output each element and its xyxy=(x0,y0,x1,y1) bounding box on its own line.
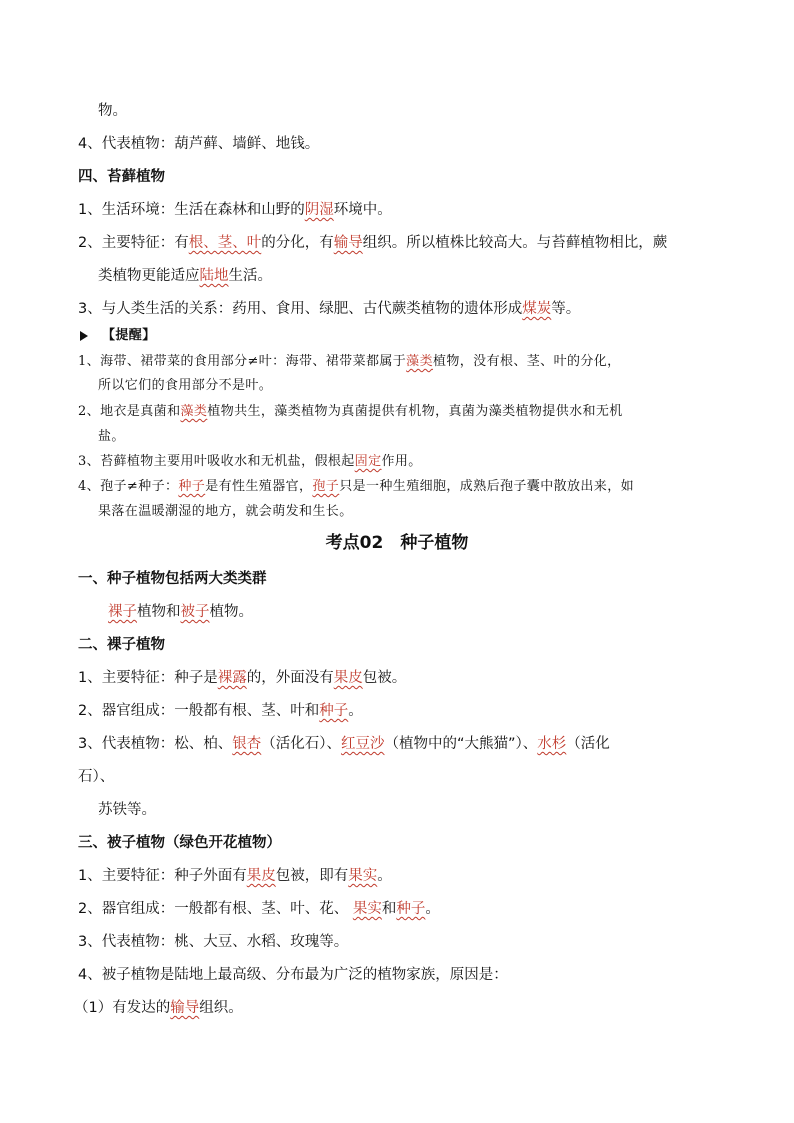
text: 2、主要特征：有 xyxy=(78,235,189,251)
answer-text: 输导 xyxy=(170,1000,200,1016)
answer-text: 固定 xyxy=(354,454,382,469)
answer-text: 果实 xyxy=(352,901,382,917)
text-line xyxy=(108,602,253,622)
text: 作用。 xyxy=(381,454,422,469)
text: 等。 xyxy=(551,301,581,317)
text: 4、代表植物：葫芦藓、墙鲜、地钱。 xyxy=(78,136,320,152)
text-line xyxy=(78,134,319,154)
text-line xyxy=(74,998,243,1018)
text: 3、代表植物：松、柏、 xyxy=(78,736,233,752)
answer-text: 种子 xyxy=(396,901,426,917)
text-line xyxy=(78,866,392,886)
answer-text: 根、茎、叶 xyxy=(188,235,262,251)
tip-line xyxy=(98,502,353,522)
answer-text: 裸露 xyxy=(217,670,247,686)
text: 石）、 xyxy=(78,769,115,785)
text: 植物共生，藻类植物为真菌提供有机物，真菌为藻类植物提供水和无机 xyxy=(207,404,623,419)
text: 组织。 xyxy=(199,1000,243,1016)
text: 3、代表植物：桃、大豆、水稻、玫瑰等。 xyxy=(78,934,349,950)
text: 物。 xyxy=(98,103,127,119)
answer-text: 裸子 xyxy=(108,604,137,620)
text: 所以它们的食用部分不是叶。 xyxy=(98,378,273,393)
tip-line xyxy=(78,402,623,422)
text: 的，外面没有 xyxy=(246,670,334,686)
text: 1、主要特征：种子是 xyxy=(78,670,218,686)
text-line xyxy=(78,767,114,787)
text: （活化 xyxy=(566,736,610,752)
answer-text: 输导 xyxy=(333,235,363,251)
answer-text: 种子 xyxy=(319,703,349,719)
text: 4、孢子≠种子： xyxy=(78,479,179,494)
text-line xyxy=(98,266,272,286)
text-line xyxy=(78,233,667,253)
answer-text: 煤炭 xyxy=(522,301,552,317)
text: 1、生活环境：生活在森林和山野的 xyxy=(78,202,305,218)
text: 。 xyxy=(348,703,363,719)
tip-line xyxy=(98,376,272,396)
tip-heading xyxy=(80,326,156,346)
text: 1、海带、裙带菜的食用部分≠叶：海带、裙带菜都属于 xyxy=(78,354,407,369)
tip-line xyxy=(78,352,621,372)
text: 3、苔藓植物主要用叶吸收水和无机盐，假根起 xyxy=(78,454,355,469)
section-heading xyxy=(78,167,165,187)
tip-title: 【提醒】 xyxy=(102,328,156,343)
text: 2、器官组成：一般都有根、茎、叶、花、 xyxy=(78,901,353,917)
text-line xyxy=(78,932,348,952)
text-line xyxy=(78,734,610,754)
text: 4、被子植物是陆地上最高级、分布最为广泛的植物家族，原因是： xyxy=(78,967,508,983)
tip-line xyxy=(98,427,125,447)
text: 环境中。 xyxy=(333,202,392,218)
answer-text: 陆地 xyxy=(199,268,229,284)
text: 1、主要特征：种子外面有 xyxy=(78,868,247,884)
text: 包被，即有 xyxy=(275,868,349,884)
answer-text: 红豆沙 xyxy=(340,736,385,752)
text: 是有性生殖器官， xyxy=(205,479,313,494)
text: 包被。 xyxy=(362,670,407,686)
text: 3、与人类生活的关系：药用、食用、绿肥、古代蕨类植物的遗体形成 xyxy=(78,301,523,317)
answer-text: 果皮 xyxy=(333,670,363,686)
text: 植物。 xyxy=(209,604,253,620)
text-line xyxy=(78,899,440,919)
text: 类植物更能适应 xyxy=(98,268,200,284)
heading-text: 二、裸子植物 xyxy=(78,637,165,653)
answer-text: 种子 xyxy=(178,479,206,494)
text: 生活。 xyxy=(228,268,272,284)
text: 。 xyxy=(425,901,440,917)
text: 。 xyxy=(377,868,392,884)
section-title: 考点02 种子植物 xyxy=(325,533,469,553)
text: 盐。 xyxy=(98,429,125,444)
text-line xyxy=(78,965,508,985)
text: 的分化，有 xyxy=(261,235,334,251)
answer-text: 阴湿 xyxy=(304,202,334,218)
answer-text: 果实 xyxy=(348,868,378,884)
text: 苏铁等。 xyxy=(98,802,156,818)
answer-text: 水杉 xyxy=(537,736,567,752)
section-heading xyxy=(78,569,267,589)
text: 和 xyxy=(381,901,397,917)
text: 植物和 xyxy=(137,604,181,620)
text-line xyxy=(98,101,127,121)
text: 组织。所以植株比较高大。与苔藓植物相比，蕨 xyxy=(362,235,668,251)
section-heading xyxy=(78,833,281,853)
answer-text: 孢子 xyxy=(312,479,340,494)
text-line xyxy=(78,668,406,688)
answer-text: 被子 xyxy=(180,604,210,620)
tip-line xyxy=(78,452,422,472)
heading-text: 四、苔藓植物 xyxy=(78,169,165,185)
answer-text: 银杏 xyxy=(232,736,262,752)
text: （活化石）、 xyxy=(261,736,341,752)
text: 2、地衣是真菌和 xyxy=(78,404,181,419)
text-line xyxy=(98,800,156,820)
arrow-icon xyxy=(80,331,88,341)
text: （植物中的“大熊猫”）、 xyxy=(384,736,538,752)
answer-text: 藻类 xyxy=(406,354,433,369)
text-line xyxy=(78,299,580,319)
section-heading xyxy=(78,635,165,655)
text: 植物，没有根、茎、叶的分化， xyxy=(432,354,621,369)
text-line xyxy=(78,701,363,721)
text-line xyxy=(78,200,392,220)
answer-text: 果皮 xyxy=(246,868,276,884)
heading-text: 三、被子植物（绿色开花植物） xyxy=(78,835,281,851)
text: 果落在温暖潮湿的地方，就会萌发和生长。 xyxy=(98,504,353,519)
answer-text: 藻类 xyxy=(180,404,208,419)
tip-line xyxy=(78,477,634,497)
text: 2、器官组成：一般都有根、茎、叶和 xyxy=(78,703,320,719)
text: 只是一种生殖细胞，成熟后孢子囊中散放出来，如 xyxy=(339,479,635,494)
text: （1）有发达的 xyxy=(74,1000,171,1016)
heading-text: 一、种子植物包括两大类类群 xyxy=(78,571,267,587)
